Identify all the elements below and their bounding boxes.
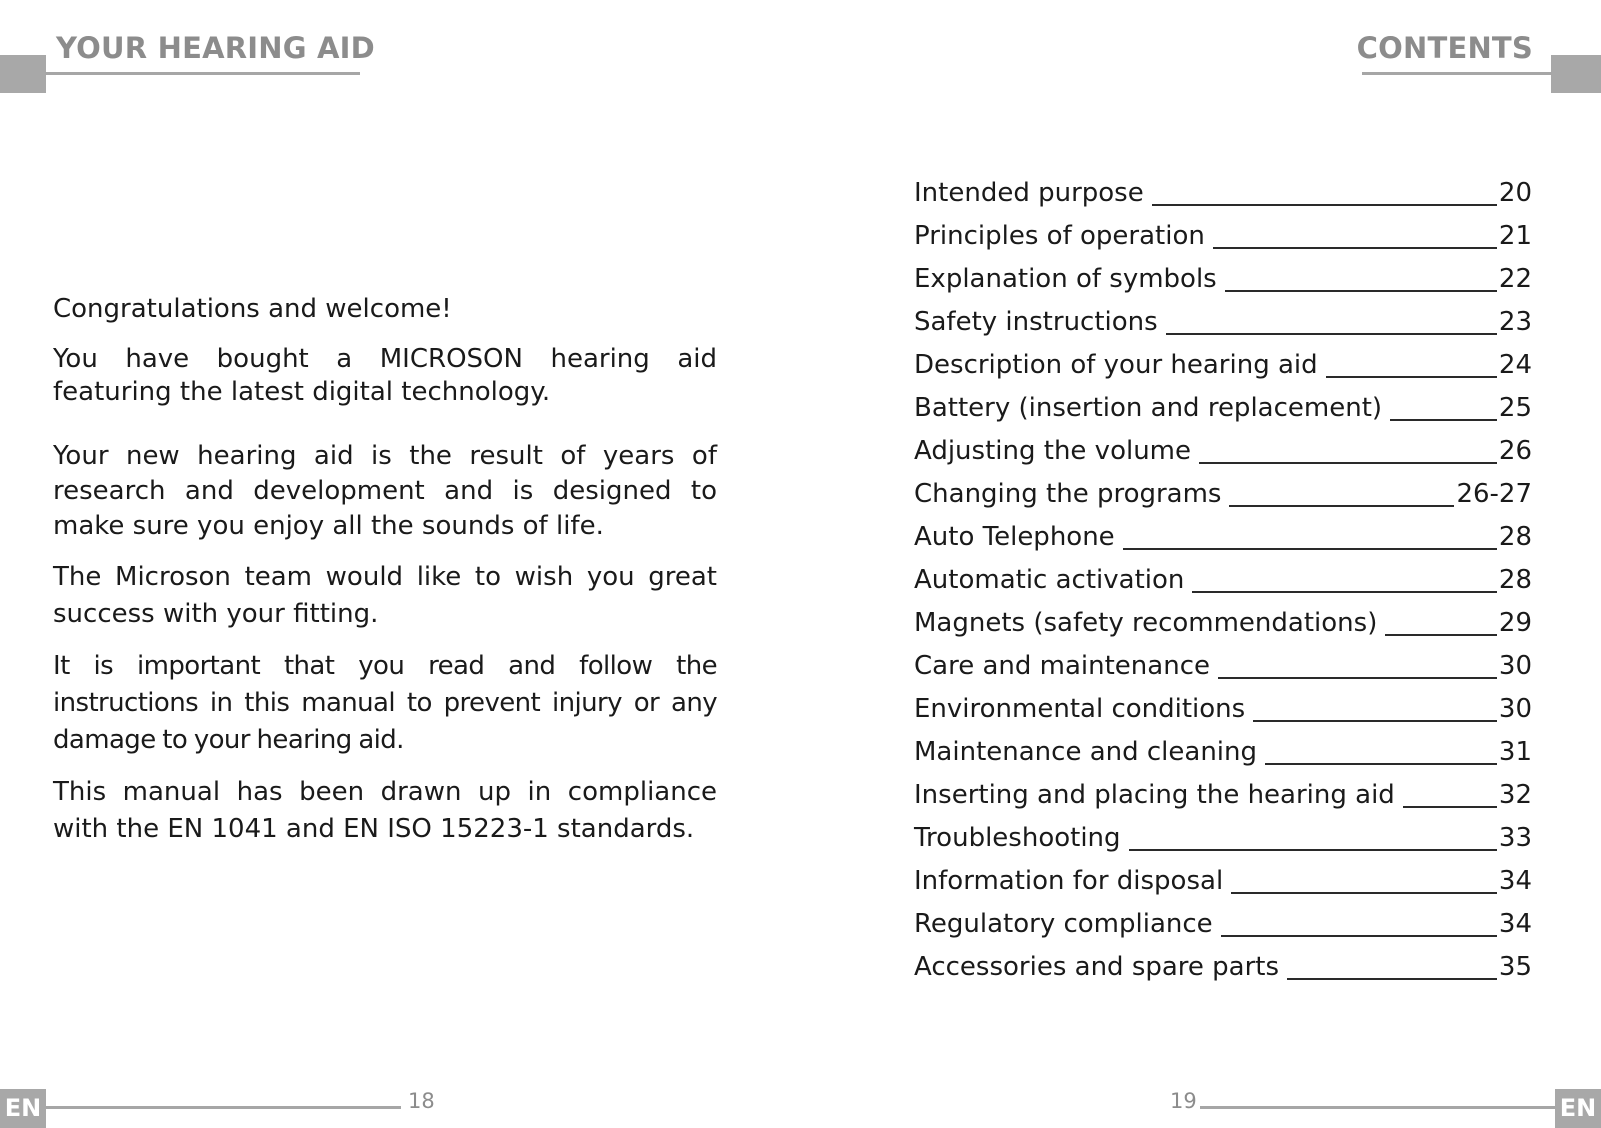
toc-leader-line bbox=[1287, 978, 1497, 980]
intro-paragraph: Your new hearing aid is the result of years of research and development and is designed to make sure you enjoy all the sounds of life. bbox=[53, 441, 717, 541]
intro-paragraph: This manual has been drawn up in compliance with the EN 1041 and EN ISO 15223-1 standards. bbox=[53, 777, 717, 844]
toc-entry-page: 34 bbox=[1498, 909, 1532, 939]
toc-entry[interactable] bbox=[914, 430, 1532, 473]
language-badge-right: EN bbox=[1555, 1089, 1601, 1128]
toc-leader-line bbox=[1229, 505, 1454, 507]
right-header-underline bbox=[1362, 72, 1552, 75]
toc-entry-title: Regulatory compliance bbox=[914, 909, 1213, 939]
toc-entry[interactable] bbox=[914, 903, 1532, 946]
toc-leader-line bbox=[1253, 720, 1497, 722]
toc-entry-title: Information for disposal bbox=[914, 866, 1224, 896]
toc-entry-page: 25 bbox=[1498, 393, 1532, 423]
toc-entry[interactable] bbox=[914, 946, 1532, 989]
toc-entry-title: Accessories and spare parts bbox=[914, 952, 1280, 982]
toc-entry-title: Adjusting the volume bbox=[914, 436, 1191, 466]
toc-entry-title: Explanation of symbols bbox=[914, 264, 1217, 294]
left-footer-line bbox=[46, 1106, 401, 1109]
left-header-corner-block bbox=[0, 55, 46, 93]
toc-entry-title: Environmental conditions bbox=[914, 694, 1246, 724]
toc-leader-line bbox=[1123, 548, 1497, 550]
toc-entry-page: 30 bbox=[1498, 694, 1532, 724]
toc-entry-title: Auto Telephone bbox=[914, 522, 1115, 552]
table-of-contents bbox=[914, 172, 1532, 989]
page-number-right: 19 bbox=[1170, 1089, 1197, 1113]
toc-entry-title: Safety instructions bbox=[914, 307, 1158, 337]
toc-entry[interactable] bbox=[914, 860, 1532, 903]
toc-entry-page: 21 bbox=[1498, 221, 1532, 251]
toc-leader-line bbox=[1221, 935, 1497, 937]
toc-entry[interactable] bbox=[914, 258, 1532, 301]
toc-entry[interactable] bbox=[914, 645, 1532, 688]
toc-entry-page: 29 bbox=[1498, 608, 1532, 638]
toc-entry-page: 34 bbox=[1498, 866, 1532, 896]
toc-entry[interactable] bbox=[914, 559, 1532, 602]
intro-paragraph: Congratulations and welcome! bbox=[53, 294, 452, 324]
toc-entry-title: Description of your hearing aid bbox=[914, 350, 1318, 380]
toc-entry-title: Maintenance and cleaning bbox=[914, 737, 1258, 767]
toc-entry[interactable] bbox=[914, 602, 1532, 645]
intro-paragraph: You have bought a MICROSON hearing aid featuring the latest digital technology. bbox=[53, 344, 717, 407]
toc-entry[interactable] bbox=[914, 516, 1532, 559]
toc-entry-title: Automatic activation bbox=[914, 565, 1185, 595]
language-badge-left: EN bbox=[0, 1089, 46, 1128]
toc-leader-line bbox=[1225, 290, 1497, 292]
toc-entry[interactable] bbox=[914, 215, 1532, 258]
toc-leader-line bbox=[1265, 763, 1497, 765]
toc-entry-page: 35 bbox=[1498, 952, 1532, 982]
toc-leader-line bbox=[1166, 333, 1497, 335]
toc-leader-line bbox=[1129, 849, 1497, 851]
toc-entry-title: Care and maintenance bbox=[914, 651, 1210, 681]
toc-entry-page: 22 bbox=[1498, 264, 1532, 294]
toc-leader-line bbox=[1213, 247, 1497, 249]
toc-leader-line bbox=[1152, 204, 1497, 206]
page-number-left: 18 bbox=[408, 1089, 435, 1113]
toc-entry-title: Battery (insertion and replacement) bbox=[914, 393, 1383, 423]
toc-entry-title: Changing the programs bbox=[914, 479, 1222, 509]
toc-entry[interactable] bbox=[914, 301, 1532, 344]
right-page-header: CONTENTS bbox=[1356, 31, 1533, 65]
toc-leader-line bbox=[1385, 634, 1497, 636]
toc-leader-line bbox=[1199, 462, 1497, 464]
intro-text bbox=[53, 293, 717, 863]
left-header-underline bbox=[45, 72, 360, 75]
toc-entry-page: 26-27 bbox=[1456, 479, 1532, 509]
toc-leader-line bbox=[1218, 677, 1497, 679]
toc-entry-page: 20 bbox=[1498, 178, 1532, 208]
toc-entry[interactable] bbox=[914, 387, 1532, 430]
toc-entry[interactable] bbox=[914, 688, 1532, 731]
toc-entry-title: Inserting and placing the hearing aid bbox=[914, 780, 1395, 810]
toc-entry-page: 33 bbox=[1498, 823, 1532, 853]
toc-entry[interactable] bbox=[914, 774, 1532, 817]
toc-leader-line bbox=[1231, 892, 1497, 894]
intro-paragraph: It is important that you read and follow the instructions in this manual to prevent injury or any damage to your hearing aid. bbox=[53, 651, 717, 755]
toc-entry-title: Intended purpose bbox=[914, 178, 1144, 208]
toc-entry-page: 28 bbox=[1498, 522, 1532, 552]
toc-entry-page: 30 bbox=[1498, 651, 1532, 681]
toc-entry-page: 31 bbox=[1498, 737, 1532, 767]
toc-entry-title: Principles of operation bbox=[914, 221, 1205, 251]
toc-leader-line bbox=[1326, 376, 1497, 378]
right-footer-line bbox=[1200, 1106, 1555, 1109]
toc-leader-line bbox=[1403, 806, 1497, 808]
toc-entry-page: 28 bbox=[1498, 565, 1532, 595]
toc-entry[interactable] bbox=[914, 817, 1532, 860]
toc-entry-page: 24 bbox=[1498, 350, 1532, 380]
toc-entry[interactable] bbox=[914, 731, 1532, 774]
toc-entry-title: Troubleshooting bbox=[914, 823, 1121, 853]
toc-entry-title: Magnets (safety recommendations) bbox=[914, 608, 1378, 638]
toc-leader-line bbox=[1192, 591, 1497, 593]
intro-paragraph: The Microson team would like to wish you great success with your fitting. bbox=[53, 562, 717, 629]
left-page-header: YOUR HEARING AID bbox=[56, 31, 375, 65]
toc-entry[interactable] bbox=[914, 172, 1532, 215]
right-header-corner-block bbox=[1551, 55, 1601, 93]
toc-leader-line bbox=[1390, 419, 1497, 421]
toc-entry[interactable] bbox=[914, 344, 1532, 387]
toc-entry[interactable] bbox=[914, 473, 1532, 516]
toc-entry-page: 26 bbox=[1498, 436, 1532, 466]
toc-entry-page: 32 bbox=[1498, 780, 1532, 810]
toc-entry-page: 23 bbox=[1498, 307, 1532, 337]
